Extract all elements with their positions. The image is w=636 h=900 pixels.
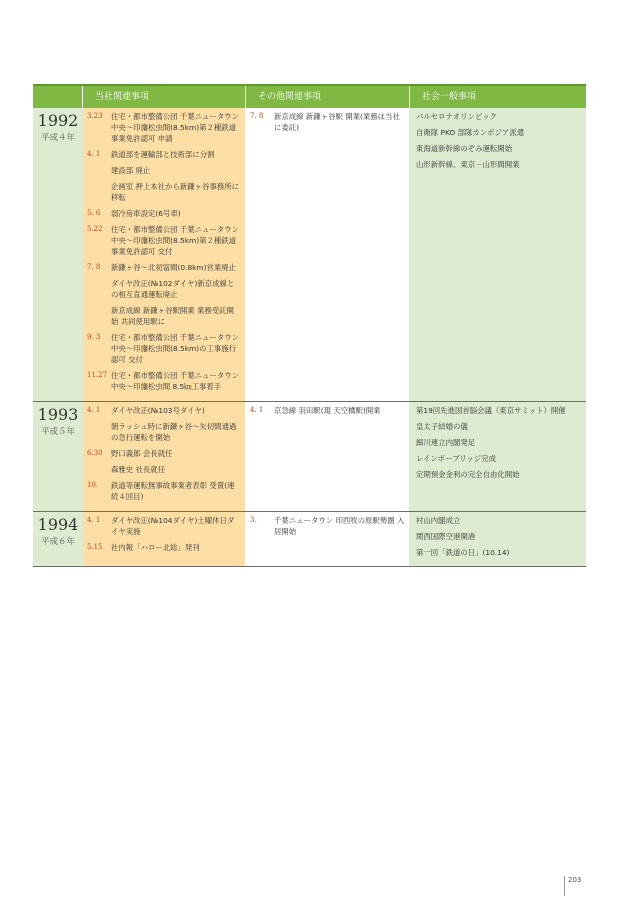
company-event — [87, 278, 241, 300]
year-row — [33, 108, 586, 402]
event-date: 4. 1 — [87, 406, 101, 414]
society-event: 細川連立内閣発足 — [416, 438, 476, 447]
other-event — [250, 515, 405, 537]
header-society: 社会一般事項 — [422, 92, 477, 102]
company-event — [87, 149, 241, 160]
other-events-cell — [246, 402, 410, 511]
company-event — [87, 480, 241, 502]
event-text: ダイヤ改正(№103号ダイヤ) — [111, 406, 205, 415]
event-date — [87, 181, 111, 203]
event-date: 4. 1 — [87, 150, 101, 158]
event-text: 社内報「ハロー北総」発刊 — [111, 543, 200, 552]
company-event — [87, 542, 241, 553]
society-event: 皇太子結婚の儀 — [416, 422, 468, 431]
other-event — [250, 405, 405, 416]
company-event — [87, 208, 241, 219]
company-events-cell — [83, 512, 246, 566]
event-text: 新京成線 新鎌ヶ谷駅開業 業務受託開始 共同使用駅に — [111, 306, 234, 326]
company-event — [87, 405, 241, 416]
event-date: 5.22 — [87, 225, 103, 233]
event-date: 4. 1 — [250, 406, 264, 414]
event-date — [87, 421, 111, 443]
era-label: 平成５年 — [40, 427, 75, 437]
other-event — [250, 111, 405, 133]
header-other: その他関連事項 — [246, 86, 410, 108]
society-event: 山形新幹線、東京－山形間開業 — [416, 160, 520, 169]
other-events-cell — [246, 108, 410, 401]
event-date — [87, 305, 111, 327]
year-label: 1993 — [37, 405, 79, 424]
society-event: 定期預金金利の完全自由化開始 — [416, 470, 520, 479]
year-row — [33, 512, 586, 567]
society-event: 村山内閣成立 — [416, 516, 461, 525]
era-label: 平成６年 — [40, 537, 75, 547]
page-number-rule — [564, 876, 565, 896]
company-event — [87, 464, 241, 475]
event-text: 住宅・都市整備公団 千葉ニュータウン中央～印旛松虫間(8.5km)第２種鉄道事業免許認可 交付 — [111, 225, 239, 256]
era-label: 平成４年 — [40, 133, 75, 143]
event-text: 鉄道部を運輸部と技術部に分割 — [111, 150, 215, 159]
year-cell — [33, 512, 83, 566]
society-event: バルセロナオリンピック — [416, 112, 497, 121]
event-text: 弱冷房車設定(6号車) — [111, 209, 181, 218]
event-date — [87, 464, 111, 475]
company-event — [87, 165, 241, 176]
event-date: 6.30 — [87, 449, 103, 457]
company-events-cell — [83, 108, 246, 401]
society-event: 第一回「鉄道の日」(10.14) — [416, 548, 510, 557]
event-text: 住宅・都市整備公団 千葉ニュータウン中央～印旛松虫間(8.5km)の工事施行認可 交付 — [111, 333, 239, 364]
event-date: 7. 8 — [250, 112, 264, 120]
header-company: 当社関連事項 — [83, 86, 246, 108]
event-text: ダイヤ改正(№102ダイヤ)新京成線との相互直通運転廃止 — [111, 279, 235, 299]
company-event — [87, 515, 241, 537]
society-event: 自衛隊 PKO 部隊カンボジア派遣 — [416, 128, 525, 137]
year-label: 1992 — [37, 111, 79, 130]
company-event — [87, 224, 241, 257]
event-date — [87, 278, 111, 300]
year-row — [33, 402, 586, 512]
company-event — [87, 448, 241, 459]
event-text: 朝ラッシュ時に新鎌ヶ谷～矢切間通過の急行運転を開始 — [111, 422, 237, 442]
event-text: 住宅・都市整備公団 千葉ニュータウン中央～印旛松虫間(8.5km)第２種鉄道事業免許認可 申請 — [111, 112, 239, 143]
event-date: 11.27 — [87, 371, 108, 379]
event-date: 7. 8 — [87, 263, 101, 271]
event-text: 野口義郎 会長就任 — [111, 449, 173, 458]
event-date: 3. — [250, 516, 257, 524]
table-header — [33, 84, 586, 108]
event-text: 住宅・都市整備公団 千葉ニュータウン中央～印旛松虫間 8.5㎞工事着手 — [111, 371, 239, 391]
society-events-cell — [410, 512, 586, 566]
event-text: 建設部 廃止 — [111, 166, 151, 175]
event-text: 新鎌ヶ谷～北初富間(0.8km)営業廃止 — [111, 263, 237, 272]
company-event — [87, 332, 241, 365]
event-date: 5.15 — [87, 543, 103, 551]
event-date: 9. 3 — [87, 333, 101, 341]
company-event — [87, 181, 241, 203]
society-event: 東海道新幹線のぞみ運転開始 — [416, 144, 513, 153]
header-year — [33, 86, 83, 108]
event-date: 5. 6 — [87, 209, 101, 217]
year-cell — [33, 402, 83, 511]
other-events-cell — [246, 512, 410, 566]
company-event — [87, 262, 241, 273]
event-date: 4. 1 — [87, 516, 101, 524]
event-date: 10. — [87, 481, 99, 489]
event-text: 企画室 押上本社から新鎌ヶ谷事務所に移転 — [111, 182, 239, 202]
company-event — [87, 370, 241, 392]
event-text: 森雅史 社長就任 — [111, 465, 166, 474]
event-text: ダイヤ改正(№104ダイヤ)土曜休日ダイヤ実施 — [111, 516, 235, 536]
event-date — [87, 165, 111, 176]
company-event — [87, 111, 241, 144]
page-number: 203 — [568, 876, 582, 884]
company-event — [87, 305, 241, 327]
event-text: 千葉ニュータウン 印西牧の原駅勢圏 入居開始 — [274, 516, 405, 536]
society-event: 関西国際空港開港 — [416, 532, 476, 541]
year-label: 1994 — [37, 515, 79, 534]
society-event: レインボーブリッジ完成 — [416, 454, 496, 463]
event-date: 3.23 — [87, 112, 103, 120]
event-text: 鉄道等運転無事故事業者表彰 受賞(連続４回目) — [111, 481, 235, 501]
society-events-cell — [410, 108, 586, 401]
society-event: 第19回先進国首脳会議（東京サミット）開催 — [416, 406, 566, 415]
year-cell — [33, 108, 83, 401]
company-events-cell — [83, 402, 246, 511]
society-events-cell — [410, 402, 586, 511]
company-event — [87, 421, 241, 443]
event-text: 京急線 羽田駅(現 天空橋駅)開業 — [274, 406, 381, 415]
event-text: 新京成線 新鎌ヶ谷駅 開業(業務は当社に委託) — [274, 112, 400, 132]
chronology-table — [33, 84, 586, 567]
